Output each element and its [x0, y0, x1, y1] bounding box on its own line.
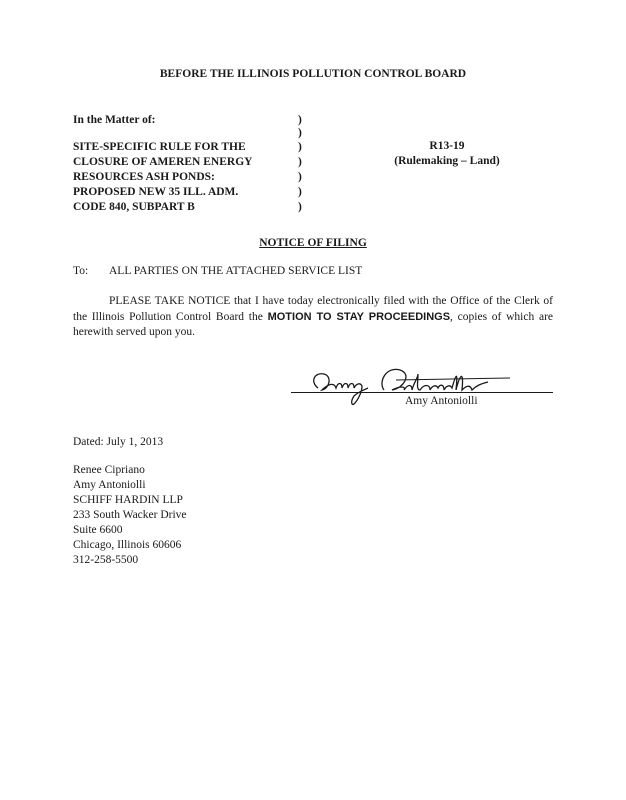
case-number: R13-19: [429, 140, 465, 152]
body-text: PLEASE TAKE NOTICE that I have today electronically filed with the Office of the Clerk of the Illinois Pollution Control Board the: [73, 295, 553, 323]
caption-paren: ): [298, 201, 302, 213]
signature-line: [291, 392, 553, 393]
date-line: Dated: July 1, 2013: [73, 436, 164, 448]
body-text-end: , copies of which are herewith served upon you.: [73, 310, 554, 338]
notice-body: [73, 294, 553, 341]
case-type: (Rulemaking – Land): [394, 155, 500, 167]
address-line: 233 South Wacker Drive: [73, 509, 187, 521]
signer-name: Amy Antoniolli: [405, 395, 478, 407]
notice-title: NOTICE OF FILING: [259, 237, 367, 249]
to-value: ALL PARTIES ON THE ATTACHED SERVICE LIST: [109, 265, 363, 277]
caption-paren: ): [298, 156, 302, 168]
caption-line: CLOSURE OF AMEREN ENERGY: [73, 156, 253, 168]
address-line: 312-258-5500: [73, 554, 139, 566]
motion-title: MOTION TO STAY PROCEEDINGS: [267, 310, 451, 323]
caption-paren: ): [298, 114, 302, 126]
address-line: Chicago, Illinois 60606: [73, 539, 182, 551]
caption-paren: ): [298, 186, 302, 198]
caption-line: RESOURCES ASH PONDS:: [73, 171, 215, 183]
caption-line: SITE-SPECIFIC RULE FOR THE: [73, 141, 246, 153]
matter-label: In the Matter of:: [73, 114, 156, 126]
caption-paren: ): [298, 171, 302, 183]
page-title: BEFORE THE ILLINOIS POLLUTION CONTROL BOARD: [159, 68, 467, 80]
address-line: Suite 6600: [73, 524, 123, 536]
caption-paren: ): [298, 127, 302, 139]
to-label: To:: [73, 265, 89, 277]
address-line: SCHIFF HARDIN LLP: [73, 494, 183, 506]
address-line: Amy Antoniolli: [73, 479, 146, 491]
caption-paren: ): [298, 141, 302, 153]
caption-line: PROPOSED NEW 35 ILL. ADM.: [73, 186, 239, 198]
address-line: Renee Cipriano: [73, 464, 145, 476]
caption-line: CODE 840, SUBPART B: [73, 201, 195, 213]
